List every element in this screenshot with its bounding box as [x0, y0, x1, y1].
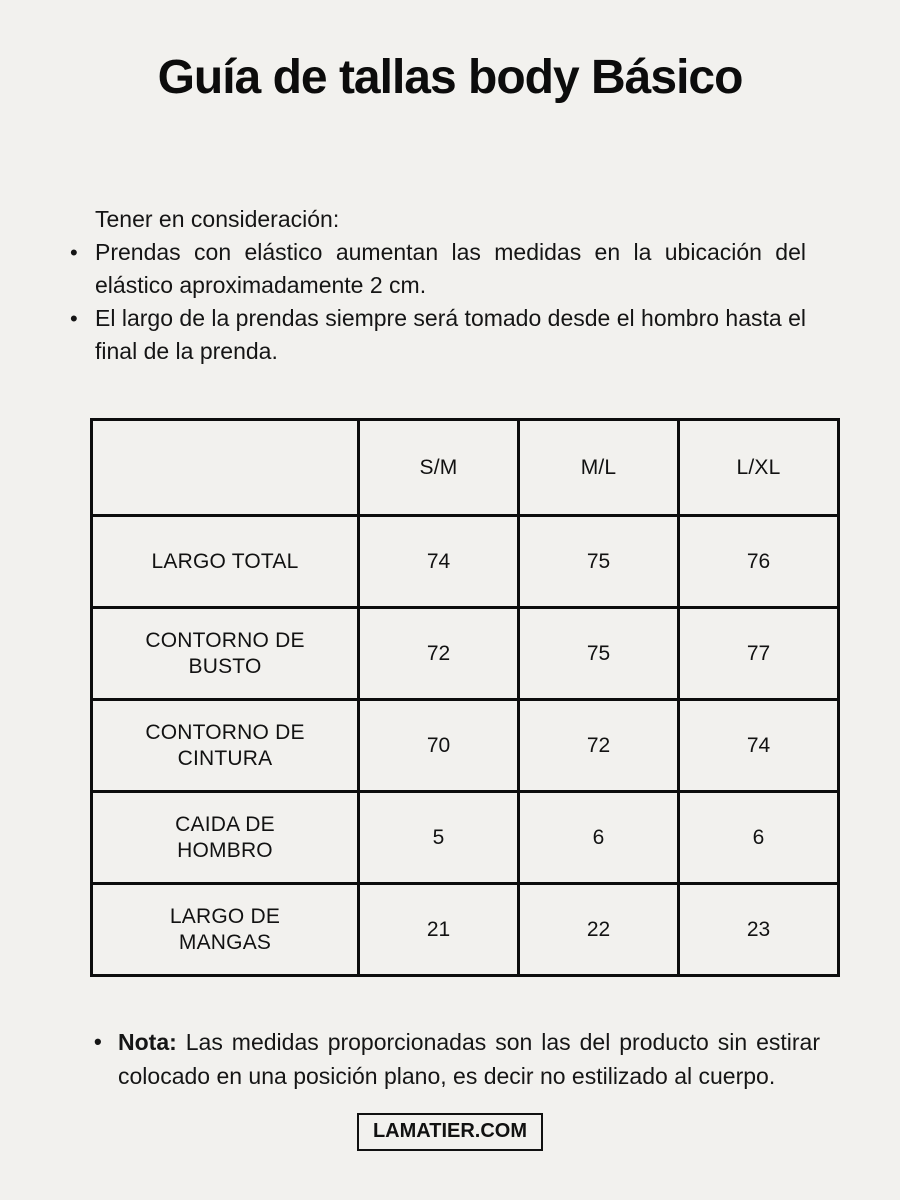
footer: [0, 1113, 900, 1151]
page-title: Guía de tallas body Básico: [157, 51, 743, 104]
table-header-sm: S/M: [359, 420, 519, 516]
size-table-container: [90, 418, 900, 977]
note-text: [118, 1025, 820, 1093]
table-cell: 75: [519, 608, 679, 700]
list-item: [70, 236, 806, 302]
consideration-text: Prendas con elástico aumentan las medidas en la ubicación del elástico aproximadamente 2 cm.: [95, 239, 806, 298]
table-header-empty: [92, 420, 359, 516]
table-row-largo-mangas: [92, 884, 839, 976]
table-cell: 21: [359, 884, 519, 976]
note-item: [94, 1025, 820, 1093]
row-label: LARGO DE MANGAS: [92, 884, 359, 976]
size-table: [90, 418, 840, 977]
table-cell: 74: [679, 700, 839, 792]
table-cell: 76: [679, 516, 839, 608]
row-label: CAIDA DE HOMBRO: [92, 792, 359, 884]
table-cell: 74: [359, 516, 519, 608]
table-cell: 75: [519, 516, 679, 608]
note-label: Nota:: [118, 1029, 177, 1055]
table-row-caida-hombro: [92, 792, 839, 884]
considerations-section: [70, 203, 806, 368]
consideration-text: El largo de la prendas siempre será tomado desde el hombro hasta el final de la prenda.: [95, 305, 806, 364]
bullet-icon: •: [70, 240, 78, 265]
bullet-icon: •: [70, 306, 78, 331]
table-cell: 72: [519, 700, 679, 792]
table-cell: 6: [519, 792, 679, 884]
table-row-contorno-busto: [92, 608, 839, 700]
table-cell: 77: [679, 608, 839, 700]
table-cell: 5: [359, 792, 519, 884]
bullet-icon: •: [94, 1029, 102, 1054]
table-header-lxl: L/XL: [679, 420, 839, 516]
table-header-ml: M/L: [519, 420, 679, 516]
table-cell: 6: [679, 792, 839, 884]
list-item: [70, 302, 806, 368]
table-cell: 22: [519, 884, 679, 976]
table-cell: 70: [359, 700, 519, 792]
table-cell: 23: [679, 884, 839, 976]
row-label: CONTORNO DE CINTURA: [92, 700, 359, 792]
table-row-largo-total: [92, 516, 839, 608]
row-label: LARGO TOTAL: [92, 516, 359, 608]
considerations-list: [70, 236, 806, 368]
table-cell: 72: [359, 608, 519, 700]
note-body: Las medidas proporcionadas son las del producto sin estirar colocado en una posición plano, es decir no estilizado al cuerpo.: [118, 1029, 820, 1089]
brand-badge: LAMATIER.COM: [357, 1113, 543, 1151]
note-section: [94, 1025, 820, 1093]
table-row-contorno-cintura: [92, 700, 839, 792]
row-label: CONTORNO DE BUSTO: [92, 608, 359, 700]
considerations-heading: Tener en consideración:: [95, 206, 340, 232]
table-header-row: [92, 420, 839, 516]
